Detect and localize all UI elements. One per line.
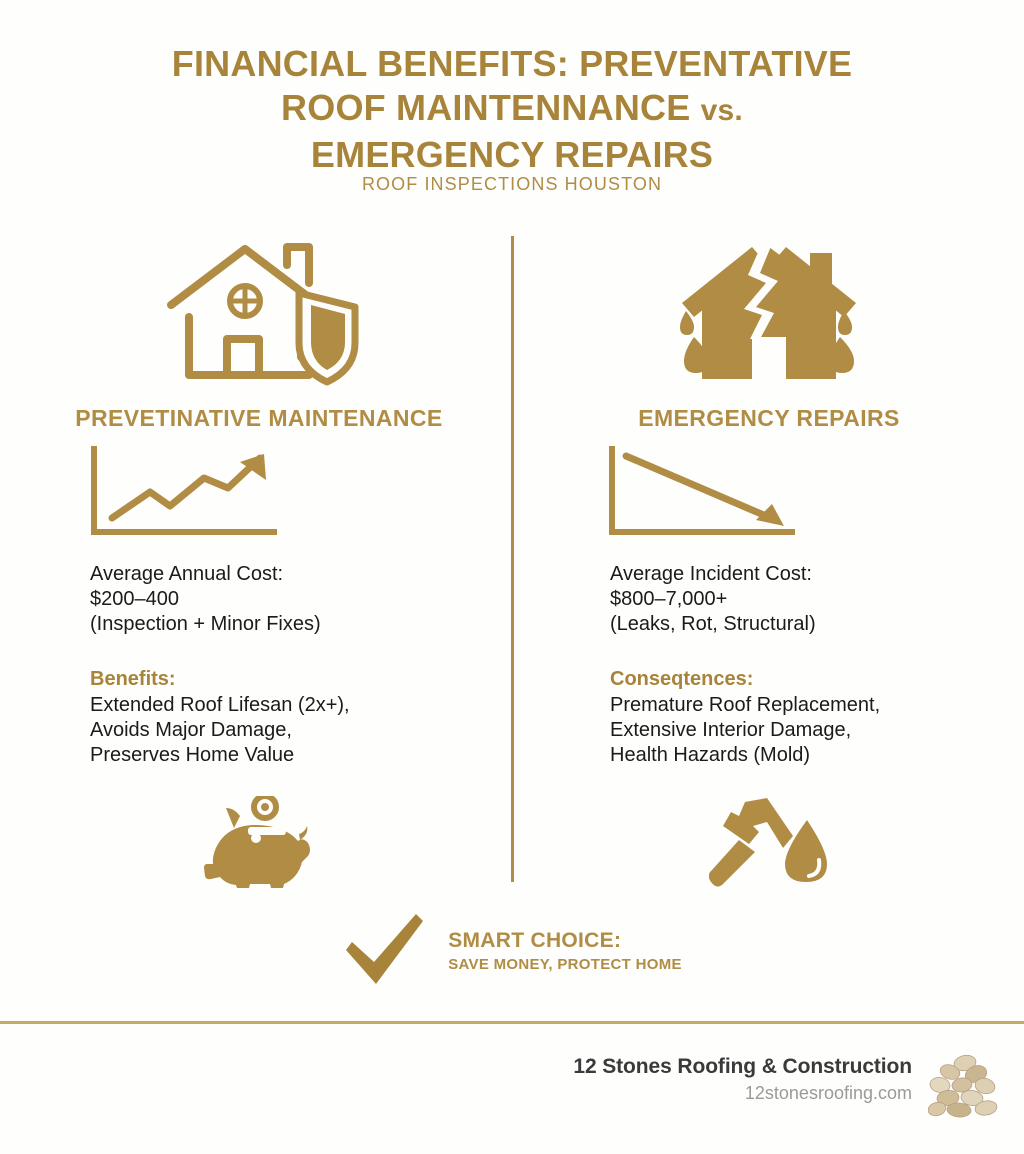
- smart-choice-banner: [0, 912, 1024, 991]
- right-detail-line-1: Premature Roof Replacement,: [610, 694, 881, 716]
- right-cost-line-2: $800–7,000+: [610, 588, 728, 610]
- brand-url[interactable]: 12stonesroofing.com: [744, 1083, 912, 1103]
- upward-trend-chart-icon: [24, 446, 494, 546]
- title-vs: vs.: [700, 94, 743, 127]
- right-consequences-block: [534, 667, 1004, 768]
- title-line-1: FINANCIAL BENEFITS: PREVENTATIVE: [171, 43, 853, 84]
- column-divider: [511, 236, 514, 882]
- title-line-2: [0, 86, 1024, 133]
- left-benefits-block: [24, 667, 494, 768]
- hammer-and-water-drop-icon: [534, 794, 1004, 889]
- left-detail-line-2: Avoids Major Damage,: [90, 719, 292, 741]
- right-cost-line-3: (Leaks, Rot, Structural): [610, 613, 816, 635]
- downward-trend-chart-icon: [534, 446, 1004, 546]
- emergency-repairs-column: [534, 236, 1004, 889]
- left-cost-line-2: $200–400: [90, 588, 179, 610]
- piggy-bank-icon: [24, 794, 494, 889]
- footer-divider: [0, 1021, 1024, 1024]
- cracked-house-with-leaks-icon: [534, 236, 1004, 391]
- smart-choice-subtitle: SAVE MONEY, PROTECT HOME: [448, 956, 682, 974]
- left-cost-line-1: Average Annual Cost:: [90, 563, 284, 585]
- brand-name: 12 Stones Roofing & Construction: [573, 1055, 912, 1078]
- right-cost-block: [534, 562, 1004, 637]
- house-with-shield-icon: [24, 236, 494, 391]
- stone-stack-logo: [928, 1055, 1002, 1124]
- title-line-2-text: ROOF MAINTENNANCE: [281, 87, 701, 128]
- right-column-title: EMERGENCY REPAIRS: [638, 405, 900, 431]
- smart-choice-title: SMART CHOICE:: [448, 929, 622, 952]
- right-cost-line-1: Average Incident Cost:: [610, 563, 812, 585]
- brand-block: [573, 1055, 912, 1104]
- left-column-title: PREVETINATIVE MAINTENANCE: [75, 405, 443, 431]
- left-detail-label: Benefits:: [90, 668, 176, 690]
- right-detail-line-2: Extensive Interior Damage,: [610, 719, 852, 741]
- right-detail-label: Conseqtences:: [610, 668, 754, 690]
- page-title: [0, 42, 1024, 177]
- left-cost-block: [24, 562, 494, 637]
- right-detail-line-3: Health Hazards (Mold): [610, 744, 811, 766]
- page-subtitle: ROOF INSPECTIONS HOUSTON: [361, 174, 663, 194]
- preventative-maintenance-column: [24, 236, 494, 889]
- smart-choice-text: [448, 928, 682, 975]
- footer: [0, 1055, 1024, 1124]
- left-detail-line-1: Extended Roof Lifesan (2x+),: [90, 694, 350, 716]
- checkmark-icon: [342, 912, 426, 991]
- left-detail-line-3: Preserves Home Value: [90, 744, 295, 766]
- title-line-3: EMERGENCY REPAIRS: [310, 134, 714, 175]
- left-cost-line-3: (Inspection + Minor Fixes): [90, 613, 321, 635]
